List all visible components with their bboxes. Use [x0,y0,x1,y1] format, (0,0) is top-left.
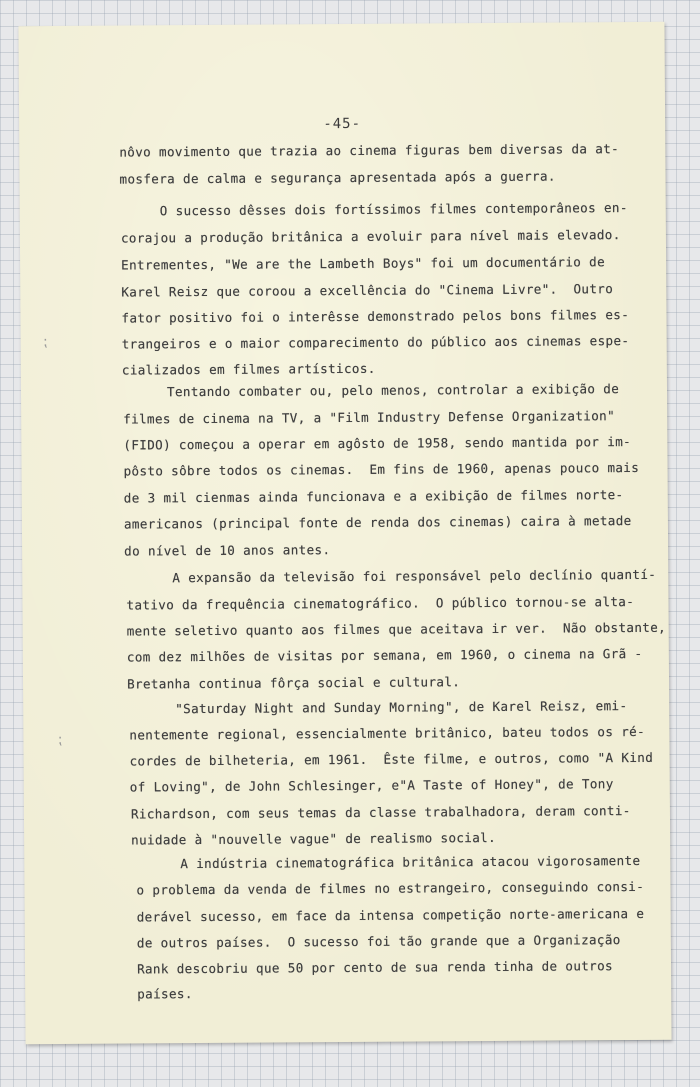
text-line: de 3 mil cienmas ainda funcionava e a exibição de filmes norte- [123,487,624,506]
text-line: pôsto sôbre todos os cinemas. Em fins de 1960, apenas pouco mais [123,459,640,479]
text-line: trangeiros e o maior comparecimento do público aos cinemas espe- [121,333,630,352]
text-line: Entrementes, "We are the Lambeth Boys" foi um documentário de [121,254,606,273]
text-line: Bretanha continua fôrça social e cultural. [126,674,461,692]
text-line: "Saturday Night and Sunday Morning", de Karel Reisz, emi- [175,698,628,717]
text-line: Tentando combater ou, pelo menos, controlar a exibição de [166,381,620,400]
text-line: do nível de 10 anos antes. [124,542,331,559]
text-line: de outros países. O sucesso foi tão grande que a Organização [136,932,621,951]
text-line: tativo da frequência cinematográfico. O público tornou-se alta- [126,593,635,613]
text-line: o problema da venda de filmes no estrangeiro, conseguindo consi- [136,878,645,898]
page-number: -45- [323,115,362,133]
text-line: nôvo movimento que trazia ao cinema figuras bem diversas da at- [119,141,620,160]
text-line: O sucesso dêsses dois fortíssimos filmes contemporâneos en- [159,200,628,219]
margin-pencil-mark: ⁏ [57,731,63,749]
text-line: corajou a produção britânica a evoluir para nível mais elevado. [120,227,621,246]
text-line: cializados em filmes artísticos. [121,360,376,378]
text-line: derável sucesso, em face da intensa competição norte-americana e [136,905,645,925]
text-line: cordes de bilheteria, em 1961. Êste filme, e outros, como "A Kind [129,749,654,769]
text-line: filmes de cinema na TV, a "Film Industry Defense Organization" [123,408,616,427]
text-line: países. [137,986,193,1002]
text-line: fator positivo foi o interêsse demonstrado pelos bons filmes es- [121,307,630,326]
text-line: A indústria cinematográfica britânica atacou vigorosamente [180,852,641,872]
text-line: (FIDO) começou a operar em agôsto de 1958, sendo mantida por im- [123,434,632,453]
text-line: americanos (principal fonte de renda dos cinemas) caira à metade [123,512,632,532]
text-line: mosfera de calma e segurança apresentada após a guerra. [119,168,556,187]
typewritten-page [18,22,671,1044]
margin-pencil-mark: ⁏ [42,334,48,351]
text-line: A expansão da televisão foi responsável pelo declínio quantí- [172,566,657,586]
text-line: com dez milhões de visitas por semana, em 1960, o cinema na Grã - [126,645,643,665]
text-line: mente seletivo quanto aos filmes que aceitava ir ver. Não obstante, [126,619,667,639]
text-line: Karel Reisz que coroou a excellência do "Cinema Livre". Outro [121,281,614,300]
text-line: Rank descobriu que 50 por cento de sua renda tinha de outros [136,958,614,977]
text-line: nentemente regional, essencialmente britânico, bateu todos os ré- [129,723,646,743]
text-line: nuidade à "nouvelle vague" de realismo social. [131,829,497,848]
text-line: Richardson, com seus temas da classe trabalhadora, deram conti- [130,803,631,822]
text-line: of Loving", de John Schlesinger, e"A Taste of Honey", de Tony [129,776,614,795]
